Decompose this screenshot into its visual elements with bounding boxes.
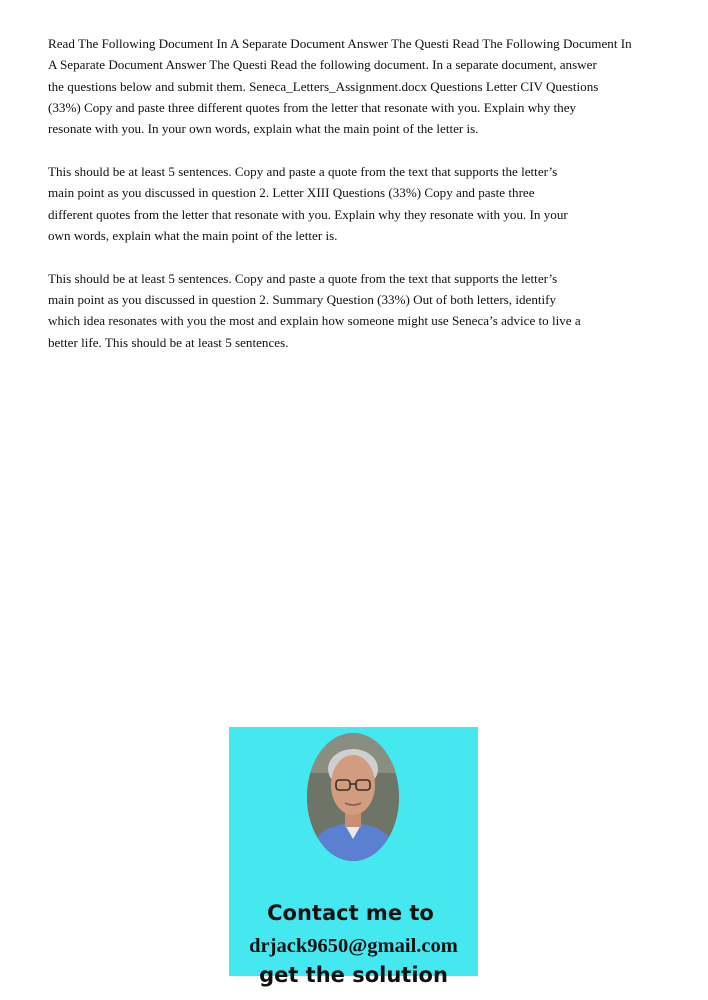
ad-heading-line-2: get the solution	[259, 963, 448, 987]
contact-email-link[interactable]: drjack9650@gmail.com	[249, 935, 458, 957]
document-body	[48, 33, 693, 353]
ad-heading-line-1: Contact me to	[267, 901, 434, 925]
paragraph-1: Read The Following Document In A Separate Document Answer The Questi Read The Following Document In A Separate Document Answer The Questi Read the following document. In a separate document, answer the questions below and submit them. Seneca_Letters_Assignment.docx Questions Letter CIV Questions (33%) Copy and paste three different quotes from the letter that resonate with you. Explain why they resonate with you. In your own words, explain what the main point of the letter is.	[48, 36, 632, 137]
paragraph-3: This should be at least 5 sentences. Copy and paste a quote from the text that supports the letter’s main point as you discussed in question 2. Summary Question (33%) Out of both letters, identify which idea resonates with you the most and explain how someone might use Seneca’s advice to live a better life. This should be at least 5 sentences.	[48, 270, 581, 350]
paragraph-2: This should be at least 5 sentences. Copy and paste a quote from the text that supports the letter’s main point as you discussed in question 2. Letter XIII Questions (33%) Copy and paste three different quotes from the letter that resonate with you. Explain why they resonate with you. In your own words, explain what the main point of the letter is.	[48, 163, 568, 243]
contact-ad-card[interactable]	[229, 727, 478, 987]
portrait-photo	[307, 733, 399, 861]
ad-heading	[229, 867, 478, 991]
